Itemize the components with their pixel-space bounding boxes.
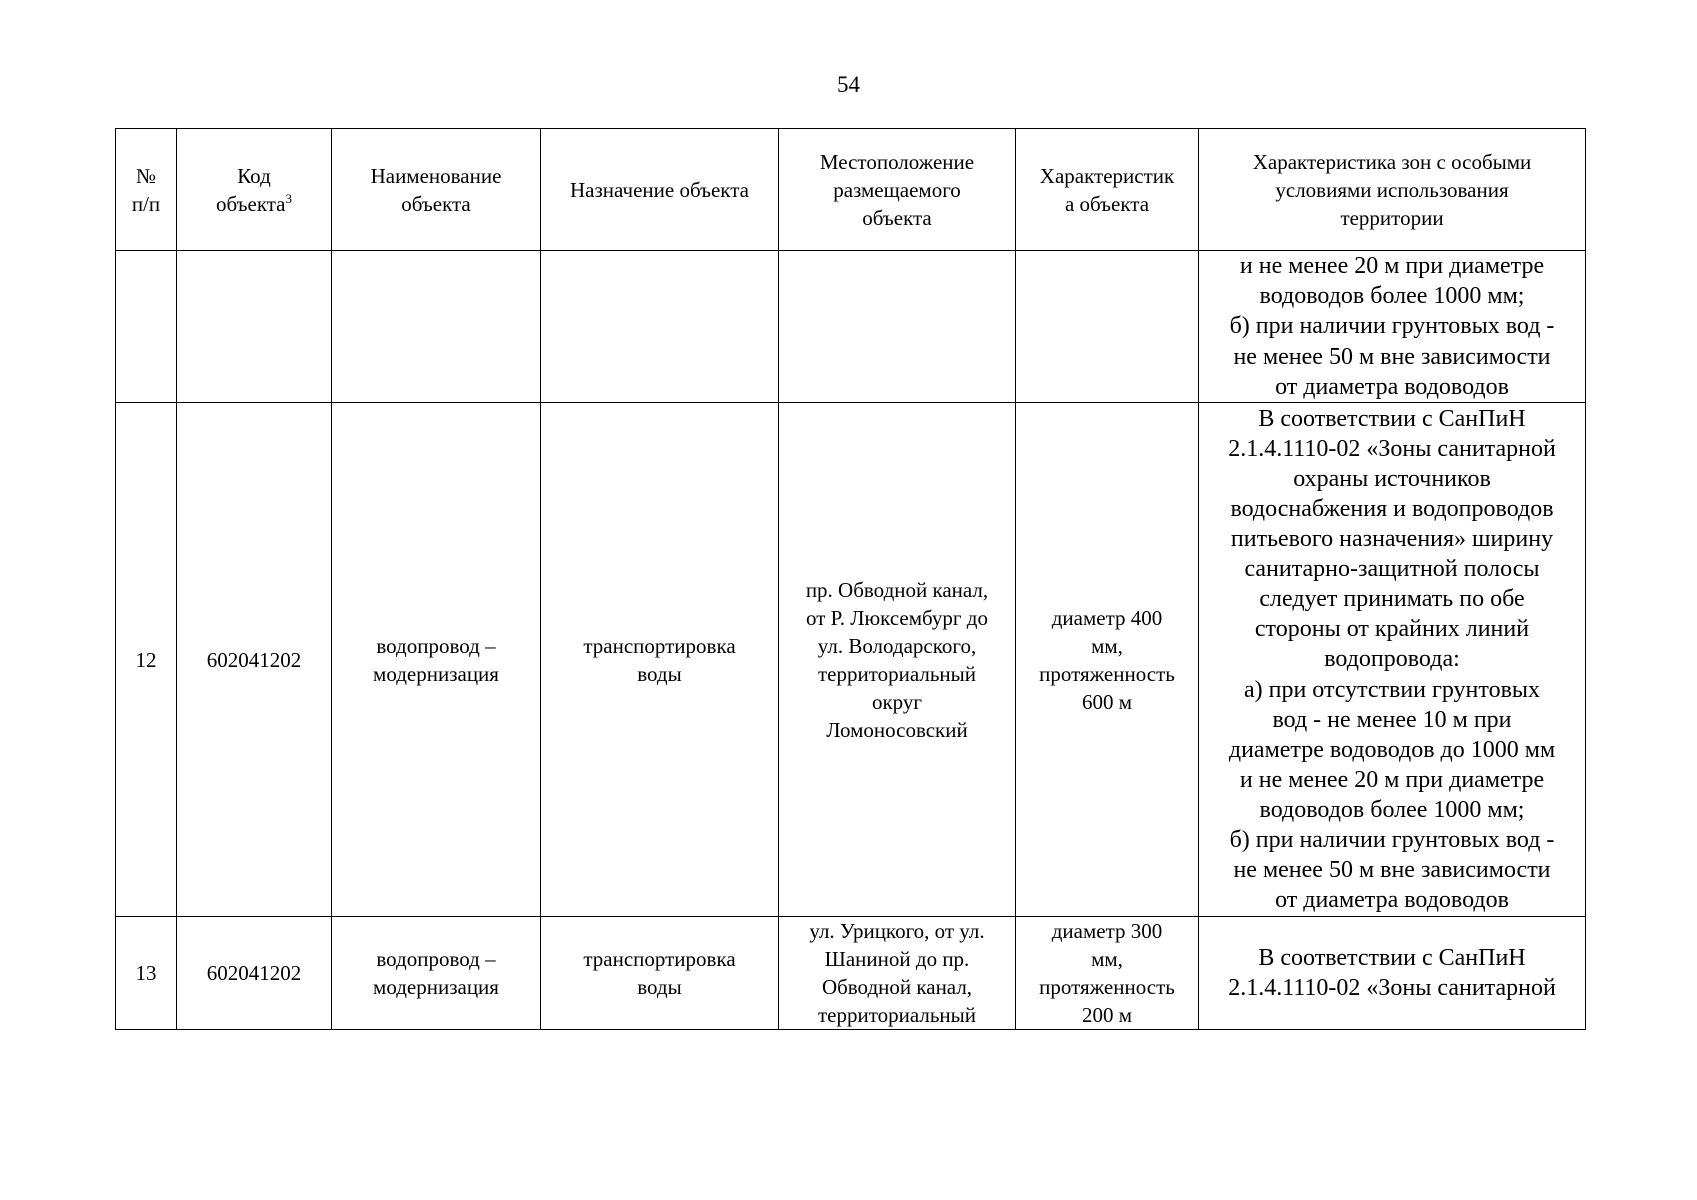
cell-num: 13 xyxy=(116,917,177,1030)
cell-location xyxy=(779,251,1016,403)
cell-code xyxy=(177,251,332,403)
table-row xyxy=(116,403,1586,917)
page-number: 54 xyxy=(837,72,860,97)
cell-characteristic xyxy=(1016,251,1199,403)
header-name: Наименование объекта xyxy=(332,129,541,251)
footnote-marker: 3 xyxy=(285,190,293,206)
header-purpose: Назначение объекта xyxy=(541,129,779,251)
cell-zones: В соответствии с СанПиН 2.1.4.1110-02 «Зоны санитарной xyxy=(1199,917,1586,1030)
cell-location: пр. Обводной канал, от Р. Люксембург до ул. Володарского, территориальный округ Ломоносовский xyxy=(779,403,1016,917)
cell-code: 602041202 xyxy=(177,917,332,1030)
header-num: № п/п xyxy=(116,129,177,251)
header-characteristic: Характеристик а объекта xyxy=(1016,129,1199,251)
cell-name xyxy=(332,251,541,403)
header-code: Код объекта$^3$ xyxy=(177,129,332,251)
cell-num: 12 xyxy=(116,403,177,917)
cell-characteristic: диаметр 300 мм, протяженность 200 м xyxy=(1016,917,1199,1030)
cell-name: водопровод – модернизация xyxy=(332,917,541,1030)
table-row xyxy=(116,917,1586,1030)
cell-num xyxy=(116,251,177,403)
objects-table xyxy=(115,128,1586,1030)
cell-name: водопровод – модернизация xyxy=(332,403,541,917)
table-header-row xyxy=(116,129,1586,251)
table-row-continuation xyxy=(116,251,1586,403)
cell-zones: и не менее 20 м при диаметре водоводов более 1000 мм; б) при наличии грунтовых вод - не менее 50 м вне зависимости от диаметра водоводов xyxy=(1199,251,1586,403)
header-zones: Характеристика зон с особыми условиями использования территории xyxy=(1199,129,1586,251)
cell-characteristic: диаметр 400 мм, протяженность 600 м xyxy=(1016,403,1199,917)
cell-zones: В соответствии с СанПиН 2.1.4.1110-02 «Зоны санитарной охраны источников водоснабжения и водопроводов питьевого назначения» ширину санитарно-защитной полосы следует принимать по обе стороны от крайних линий водопровода: а) при отсутствии грунтовых вод - не менее 10 м при диаметре водоводов до 1000 мм и не менее 20 м при диаметре водоводов более 1000 мм; б) при наличии грунтовых вод - не менее 50 м вне зависимости от диаметра водоводов xyxy=(1199,403,1586,917)
cell-purpose xyxy=(541,251,779,403)
header-location: Местоположение размещаемого объекта xyxy=(779,129,1016,251)
cell-location: ул. Урицкого, от ул. Шаниной до пр. Обводной канал, территориальный xyxy=(779,917,1016,1030)
cell-code: 602041202 xyxy=(177,403,332,917)
cell-purpose: транспортировка воды xyxy=(541,917,779,1030)
cell-purpose: транспортировка воды xyxy=(541,403,779,917)
